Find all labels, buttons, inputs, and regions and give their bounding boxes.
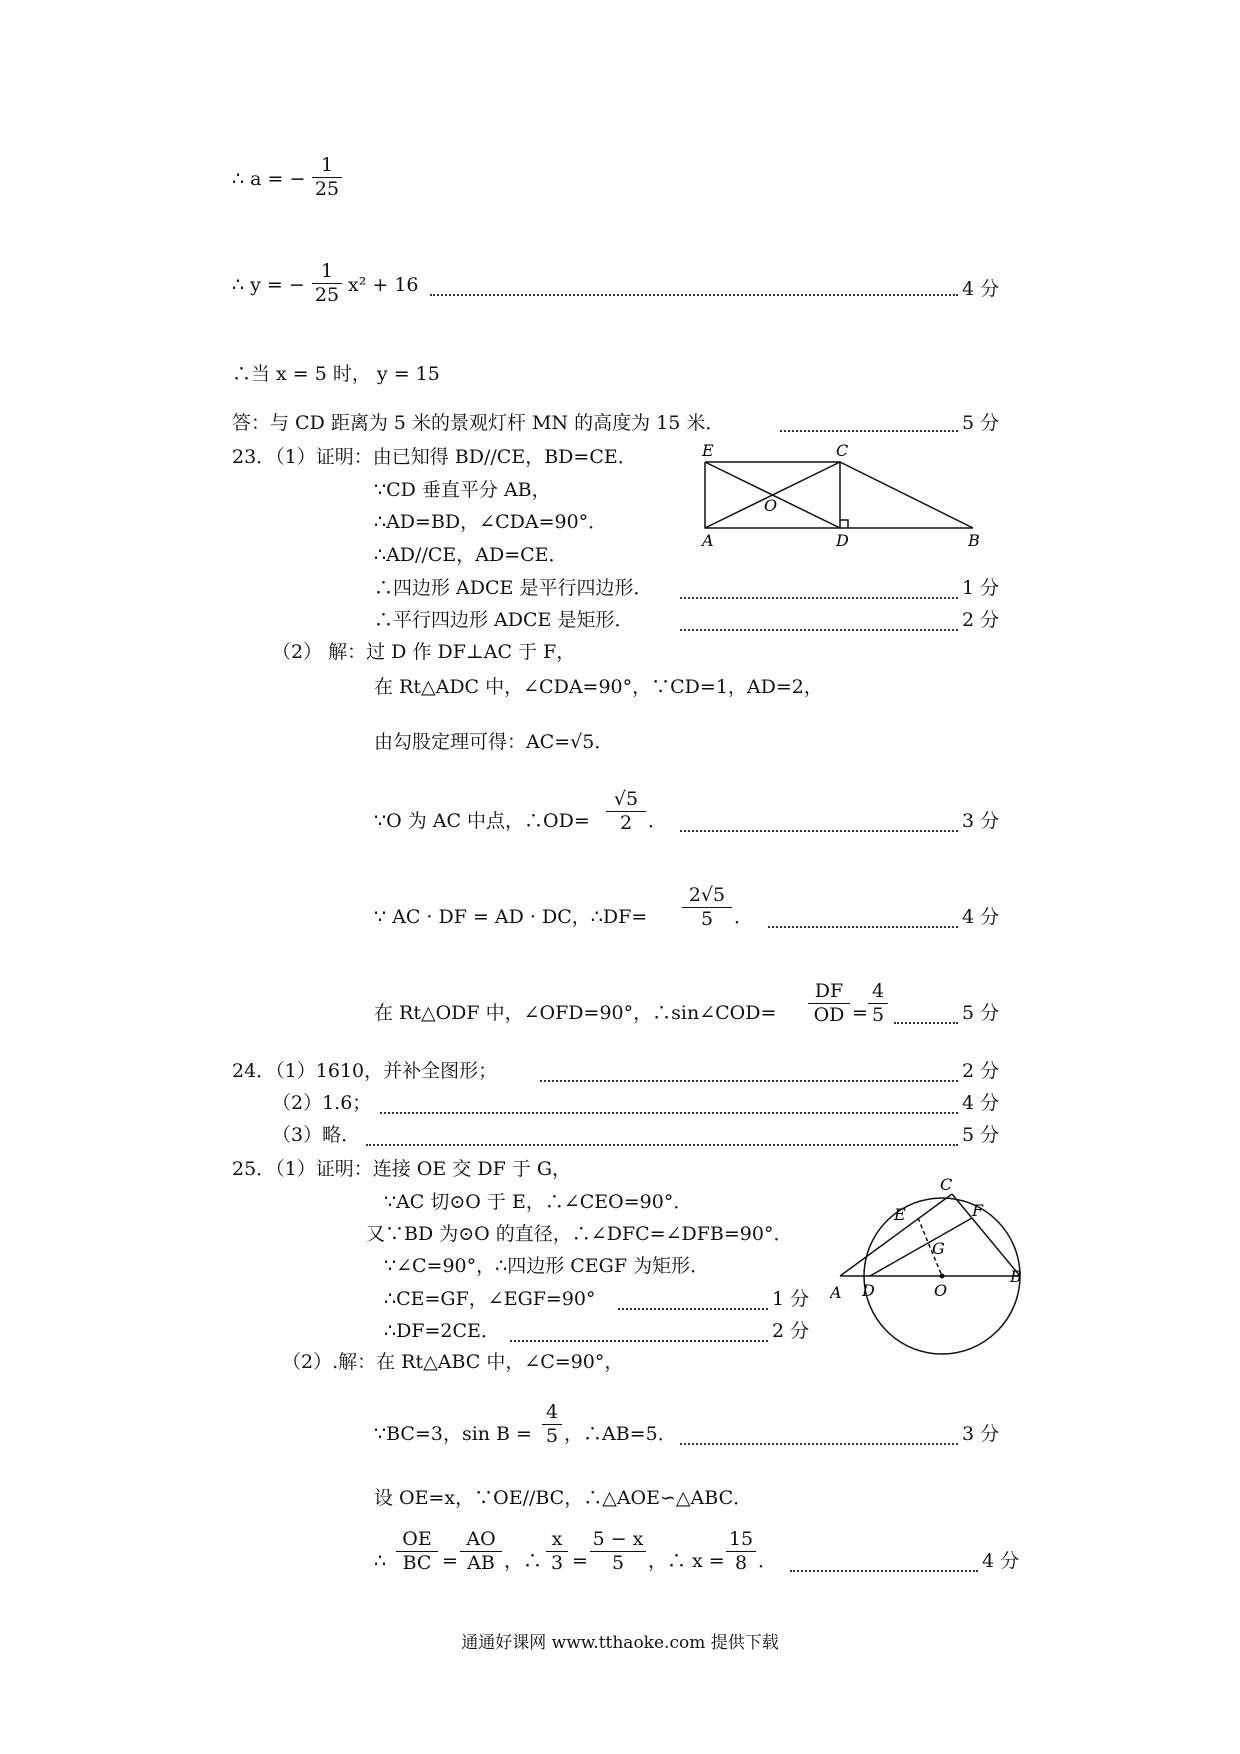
q24-line-1: 24．（1）1610，并补全图形； — [232, 1060, 498, 1082]
segment-cb — [840, 462, 973, 528]
leader-dots — [510, 1340, 768, 1342]
right-angle-mark — [840, 520, 848, 528]
label-a: A — [702, 531, 714, 550]
score-label: 5 分 — [962, 412, 1000, 434]
period: ． — [648, 810, 668, 832]
period: ． — [734, 906, 754, 928]
fraction-oe-bc — [396, 1530, 438, 1573]
label-o: O — [934, 1281, 948, 1300]
label-d: D — [836, 531, 849, 550]
score-label: 2 分 — [772, 1320, 810, 1342]
leader-dots — [366, 1144, 958, 1146]
q23-part-2c: ∵O 为 AC 中点，∴OD= — [374, 810, 590, 832]
therefore: ∴ — [374, 1550, 387, 1572]
line-a-prefix: ∴ a = − — [232, 168, 306, 190]
line-when-x: ∴当 x = 5 时， y = 15 — [232, 363, 440, 385]
q23-part-2b: 由勾股定理可得：AC=√5． — [374, 731, 614, 753]
q23-part-2d: ∵ AC · DF = AD · DC，∴DF= — [374, 906, 648, 928]
score-label: 5 分 — [962, 1002, 1000, 1024]
label-f: F — [972, 1201, 984, 1220]
fraction-denominator: 8 — [734, 1552, 748, 1574]
leader-dots — [680, 629, 958, 631]
fraction-numerator: 1 — [320, 260, 334, 282]
label-b: B — [968, 531, 980, 550]
score-label: 1 分 — [772, 1288, 810, 1310]
q25-part-2: （2）.解：在 Rt△ABC 中，∠C=90°， — [282, 1351, 624, 1373]
q25-step-1: ∵AC 切⊙O 于 E，∴∠CEO=90°． — [384, 1191, 693, 1213]
fraction-denominator: 2 — [619, 812, 633, 834]
fraction-numerator: OE — [402, 1528, 432, 1550]
q25-step-4: ∴CE=GF，∠EGF=90° — [384, 1288, 596, 1310]
equals-sign: = — [442, 1550, 458, 1572]
q25-part-2b: 设 OE=x，∵OE//BC，∴△AOE∽△ABC． — [374, 1487, 753, 1509]
score-label: 2 分 — [962, 1060, 1000, 1082]
fraction-denominator: 3 — [550, 1552, 564, 1574]
leader-dots — [430, 294, 958, 296]
q25-circle-figure — [830, 1172, 1040, 1357]
q25-part-2a-suffix: ，∴AB=5． — [564, 1423, 677, 1445]
q23-step-2: ∴AD=BD，∠CDA=90°． — [374, 511, 608, 533]
fraction-numerator: 5 − x — [592, 1528, 644, 1550]
label-b: B — [1010, 1267, 1022, 1286]
q23-step-3: ∴AD//CE，AD=CE． — [374, 544, 568, 566]
fraction-numerator: DF — [814, 980, 844, 1002]
fraction-a — [312, 156, 342, 199]
fraction-od — [606, 790, 646, 833]
score-label: 4 分 — [962, 906, 1000, 928]
fraction-numerator: 4 — [871, 980, 885, 1002]
score-label: 4 分 — [962, 278, 1000, 300]
label-e: E — [702, 441, 714, 460]
line-y-prefix: ∴ y = − — [232, 274, 305, 296]
leader-dots — [790, 1570, 978, 1572]
separator: ，∴ — [504, 1550, 543, 1572]
fraction-sin-b — [542, 1403, 562, 1446]
q25-part-2a: ∵BC=3，sin B = — [374, 1423, 532, 1445]
score-label: 3 分 — [962, 810, 1000, 832]
fraction-numerator: 15 — [728, 1528, 754, 1550]
leader-dots — [680, 830, 958, 832]
fraction-numerator: 1 — [320, 154, 334, 176]
q23-rectangle-figure — [690, 440, 990, 555]
score-label: 4 分 — [982, 1550, 1020, 1572]
q25-heading: 25．（1）证明：连接 OE 交 DF 于 G， — [232, 1158, 572, 1180]
fraction-x-3 — [546, 1530, 568, 1573]
label-g: G — [932, 1239, 945, 1258]
fraction-denominator: AB — [467, 1552, 495, 1574]
score-label: 5 分 — [962, 1124, 1000, 1146]
equals-sign: = — [572, 1550, 588, 1572]
q23-step-1: ∵CD 垂直平分 AB， — [374, 479, 551, 501]
label-a: A — [830, 1283, 842, 1302]
q25-step-2: 又∵BD 为⊙O 的直径，∴∠DFC=∠DFB=90°． — [366, 1223, 793, 1245]
leader-dots — [540, 1080, 958, 1082]
fraction-denominator: 5 — [700, 908, 714, 930]
q23-part-2: （2） 解：过 D 作 DF⊥AC 于 F， — [272, 641, 576, 663]
q23-step-4: ∴四边形 ADCE 是平行四边形． — [374, 577, 653, 599]
label-c: C — [836, 441, 849, 460]
fraction-denominator: 5 — [611, 1552, 625, 1574]
fraction-5-minus-x — [590, 1530, 646, 1573]
leader-dots — [894, 1022, 958, 1024]
fraction-denominator: OD — [813, 1004, 845, 1026]
fraction-df-od — [808, 982, 850, 1025]
score-label: 4 分 — [962, 1092, 1000, 1114]
label-o: O — [764, 496, 778, 515]
label-c: C — [940, 1175, 953, 1194]
leader-dots — [680, 1443, 958, 1445]
q23-part-2a: 在 Rt△ADC 中，∠CDA=90°，∵CD=1，AD=2， — [374, 676, 823, 698]
period: ． — [758, 1550, 778, 1572]
fraction-denominator: BC — [402, 1552, 432, 1574]
q23-part-2e: 在 Rt△ODF 中，∠OFD=90°，∴sin∠COD= — [374, 1002, 777, 1024]
fraction-denominator: 5 — [545, 1425, 559, 1447]
fraction-denominator: 5 — [871, 1004, 885, 1026]
line-cb — [952, 1194, 1020, 1276]
fraction-numerator: 4 — [545, 1401, 559, 1423]
line-y-suffix: x² + 16 — [348, 274, 419, 296]
q25-step-5: ∴DF=2CE． — [384, 1320, 500, 1342]
label-d: D — [862, 1281, 875, 1300]
leader-dots — [780, 430, 958, 432]
fraction-denominator: 25 — [314, 284, 340, 306]
leader-dots — [380, 1112, 958, 1114]
fraction-numerator: AO — [466, 1528, 496, 1550]
leader-dots — [680, 597, 958, 599]
fraction-four-fifths — [868, 982, 888, 1025]
leader-dots — [618, 1308, 768, 1310]
fraction-denominator: 25 — [314, 178, 340, 200]
fraction-ao-ab — [460, 1530, 502, 1573]
separator: ，∴ x = — [648, 1550, 725, 1572]
score-label: 2 分 — [962, 609, 1000, 631]
q24-line-2: （2）1.6； — [272, 1092, 372, 1114]
fraction-y — [312, 262, 342, 305]
q25-step-3: ∵∠C=90°，∴四边形 CEGF 为矩形． — [384, 1255, 710, 1277]
fraction-numerator: √5 — [613, 788, 639, 810]
fraction-numerator: 2√5 — [688, 884, 726, 906]
score-label: 3 分 — [962, 1423, 1000, 1445]
fraction-15-8 — [726, 1530, 756, 1573]
score-label: 1 分 — [962, 577, 1000, 599]
q23-step-5: ∴平行四边形 ADCE 是矩形． — [374, 609, 634, 631]
fraction-numerator: x — [551, 1528, 563, 1550]
fraction-df — [682, 886, 732, 929]
equals-sign: = — [852, 1002, 868, 1024]
center-point-o — [940, 1274, 945, 1279]
q23-heading: 23．（1）证明：由已知得 BD//CE，BD=CE． — [232, 446, 637, 468]
label-e: E — [894, 1205, 906, 1224]
answer-line: 答：与 CD 距离为 5 米的景观灯杆 MN 的高度为 15 米． — [232, 412, 725, 434]
q24-line-3: （3）略． — [272, 1124, 361, 1146]
leader-dots — [768, 926, 958, 928]
footer-source: 通通好课网 www.tthaoke.com 提供下载 — [461, 1633, 779, 1653]
